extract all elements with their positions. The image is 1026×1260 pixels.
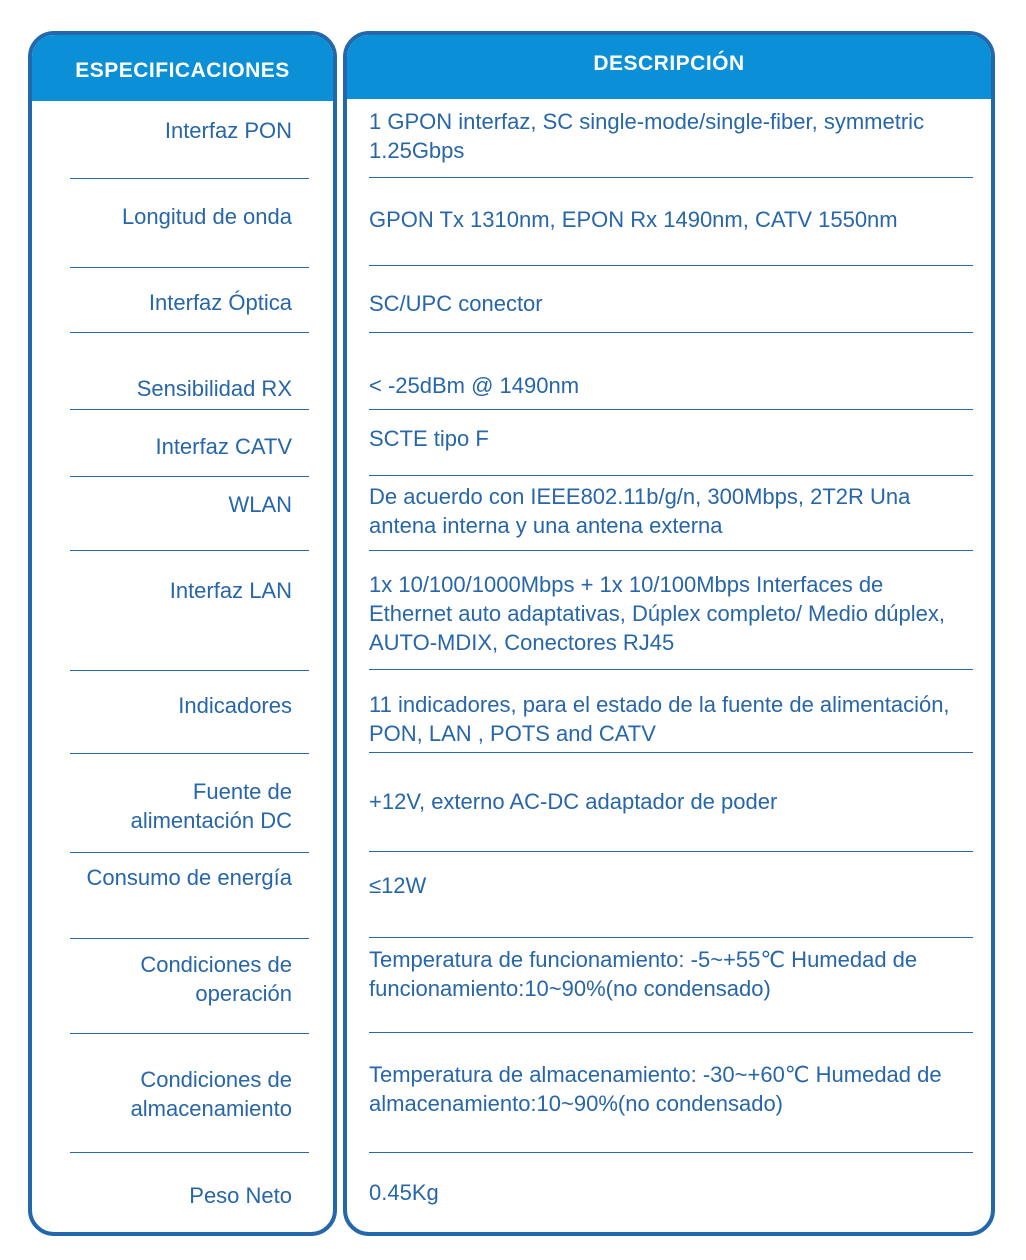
row-divider — [369, 1032, 973, 1033]
row-divider — [70, 476, 309, 477]
spec-description: GPON Tx 1310nm, EPON Rx 1490nm, CATV 1550nm — [369, 207, 898, 232]
spec-description: 1x 10/100/1000Mbps + 1x 10/100Mbps Interfaces de Ethernet auto adaptativas, Dúplex completo/ Medio dúplex, AUTO-MDIX, Conectores RJ45 — [369, 572, 946, 655]
row-divider — [70, 1033, 309, 1034]
spec-label: Interfaz LAN — [169, 578, 292, 603]
spec-label: Interfaz CATV — [155, 434, 292, 459]
row-divider — [369, 1152, 973, 1153]
spec-label: WLAN — [228, 492, 292, 517]
spec-label: Interfaz PON — [164, 118, 292, 143]
spec-description: 11 indicadores, para el estado de la fuente de alimentación, PON, LAN , POTS and CATV — [369, 692, 950, 746]
row-divider — [369, 752, 973, 753]
description-header: DESCRIPCIÓN — [347, 35, 991, 99]
row-divider — [70, 178, 309, 179]
row-divider — [70, 1152, 309, 1153]
row-divider — [369, 265, 973, 266]
row-divider — [369, 409, 973, 410]
row-divider — [369, 332, 973, 333]
row-divider — [369, 937, 973, 938]
spec-label: Longitud de onda — [121, 204, 292, 229]
row-divider — [70, 852, 309, 853]
spec-label: Sensibilidad RX — [136, 376, 292, 401]
specifications-column — [28, 31, 337, 1236]
row-divider — [369, 851, 973, 852]
row-divider — [70, 550, 309, 551]
row-divider — [70, 938, 309, 939]
spec-description: 0.45Kg — [369, 1180, 439, 1205]
row-divider — [369, 669, 973, 670]
spec-label: Interfaz Óptica — [148, 290, 292, 315]
spec-description: +12V, externo AC-DC adaptador de poder — [369, 789, 778, 814]
specifications-header: ESPECIFICACIONES — [32, 35, 333, 101]
spec-label: Condiciones de operación — [140, 952, 292, 1006]
spec-description: Temperatura de almacenamiento: -30~+60℃ Humedad de almacenamiento:10~90%(no condensado) — [369, 1062, 942, 1116]
spec-label: Indicadores — [178, 693, 292, 718]
spec-description: De acuerdo con IEEE802.11b/g/n, 300Mbps, 2T2R Una antena interna y una antena externa — [369, 484, 911, 538]
spec-description: ≤12W — [369, 873, 427, 898]
spec-description: SCTE tipo F — [369, 426, 489, 451]
row-divider — [369, 550, 973, 551]
row-divider — [70, 670, 309, 671]
spec-label: Consumo de energía — [86, 865, 292, 890]
spec-description: 1 GPON interfaz, SC single-mode/single-fiber, symmetric 1.25Gbps — [369, 109, 925, 163]
spec-description: Temperatura de funcionamiento: -5~+55℃ Humedad de funcionamiento:10~90%(no condensado) — [369, 947, 918, 1001]
spec-label: Fuente de alimentación DC — [130, 779, 292, 833]
spec-label: Condiciones de almacenamiento — [130, 1067, 292, 1121]
row-divider — [70, 267, 309, 268]
row-divider — [369, 177, 973, 178]
spec-description: SC/UPC conector — [369, 291, 543, 316]
row-divider — [70, 753, 309, 754]
row-divider — [70, 332, 309, 333]
spec-description: < -25dBm @ 1490nm — [369, 373, 580, 398]
row-divider — [369, 475, 973, 476]
description-column — [343, 31, 995, 1236]
spec-label: Peso Neto — [189, 1183, 292, 1208]
row-divider — [70, 409, 309, 410]
